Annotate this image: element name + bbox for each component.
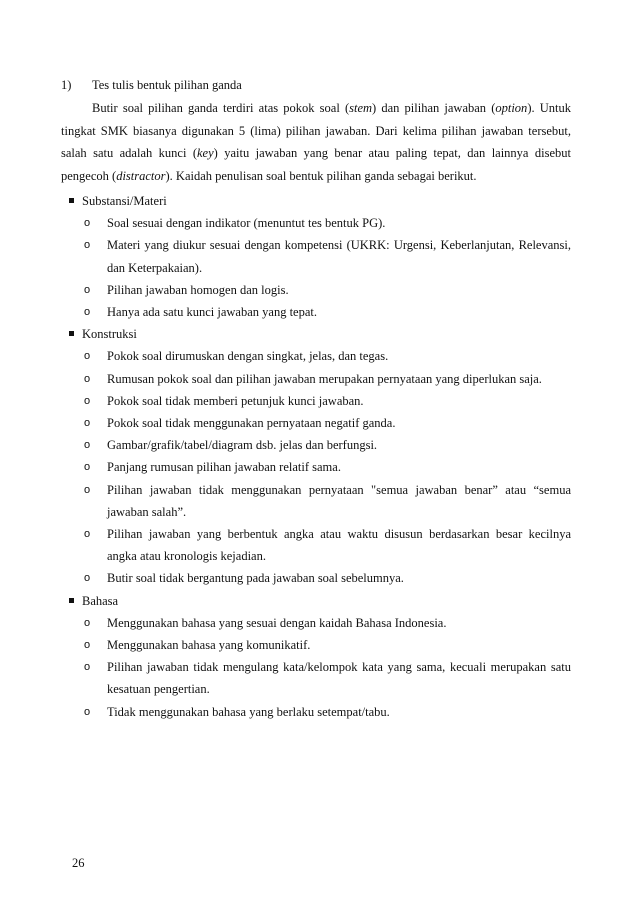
list-item-text: Pokok soal tidak menggunakan pernyataan negatif ganda. [107,416,396,431]
intro-text: ). Kaidah penulisan soal bentuk pilihan ganda sebagai berikut. [165,169,477,184]
circle-bullet-icon: o [84,306,91,319]
square-bullet-icon [69,598,74,603]
list-item [61,523,571,567]
intro-text: ) yaitu jawaban yang benar atau paling tepat, dan lainnya disebut pengecoh ( [61,146,571,184]
list-item-text: Materi yang diukur sesuai dengan kompetensi (UKRK: Urgensi, Keberlanjutan, Relevansi, dan Keterpakaian). [107,238,571,275]
list-item [61,701,571,723]
section-title: Konstruksi [82,327,137,342]
circle-bullet-icon: o [84,217,91,230]
list-item-text: Pokok soal dirumuskan dengan singkat, jelas, dan tegas. [107,349,389,364]
intro-paragraph [61,97,571,188]
heading-title: Tes tulis bentuk pilihan ganda [92,78,242,92]
list-item [61,634,571,656]
section-title: Bahasa [82,593,119,608]
circle-bullet-icon: o [84,283,91,296]
intro-term-option: option [495,101,528,115]
list-item-text: Butir soal tidak bergantung pada jawaban soal sebelumnya. [107,571,404,586]
list-item [61,612,571,634]
list-item-text: Panjang rumusan pilihan jawaban relatif sama. [107,460,341,475]
circle-bullet-icon: o [84,350,91,363]
list-item [61,390,571,412]
list-item-text: Pilihan jawaban tidak menggunakan pernyataan "semua jawaban benar” atau “semua jawaban salah”. [107,482,571,519]
square-bullet-icon [69,331,74,336]
list-item [61,368,571,390]
list-item [61,567,571,589]
list-item [61,412,571,434]
section-bahasa [61,590,571,612]
list-item [61,212,571,234]
circle-bullet-icon: o [84,528,91,541]
circle-bullet-icon: o [84,417,91,430]
circle-bullet-icon: o [84,372,91,385]
list-item-text: Tidak menggunakan bahasa yang berlaku setempat/tabu. [107,704,390,719]
list-item-text: Rumusan pokok soal dan pilihan jawaban merupakan pernyataan yang diperlukan saja. [107,371,542,386]
list-item-text: Soal sesuai dengan indikator (menuntut tes bentuk PG). [107,216,386,231]
list-item-text: Gambar/grafik/tabel/diagram dsb. jelas dan berfungsi. [107,438,378,453]
circle-bullet-icon: o [84,705,91,718]
square-bullet-icon [69,198,74,203]
list-item-text: Pilihan jawaban homogen dan logis. [107,282,289,297]
circle-bullet-icon: o [84,394,91,407]
section-title: Substansi/Materi [82,194,167,208]
circle-bullet-icon: o [84,239,91,252]
section-konstruksi [61,323,571,345]
intro-text: ). Untuk tingkat SMK biasanya digunakan 5 (lima) pilihan jawaban. Dari kelima pilihan jawaban tersebut, salah satu adalah kunci ( [61,101,571,161]
circle-bullet-icon: o [84,461,91,474]
intro-term-stem: stem [349,101,373,115]
list-item-text: Hanya ada satu kunci jawaban yang tepat. [107,305,317,320]
rules-list [61,190,571,723]
circle-bullet-icon: o [84,483,91,496]
list-item [61,656,571,700]
list-item [61,456,571,478]
section-substansi [61,190,571,212]
list-item [61,345,571,367]
list-item [61,301,571,323]
circle-bullet-icon: o [84,639,91,652]
circle-bullet-icon: o [84,439,91,452]
intro-term-key: key [197,146,214,161]
list-item-text: Pilihan jawaban tidak mengulang kata/kelompok kata yang sama, kecuali merupakan satu kesatuan pengertian. [107,660,571,697]
page-number: 26 [72,856,85,870]
intro-term-distractor: distractor [116,169,166,184]
list-item-text: Menggunakan bahasa yang sesuai dengan kaidah Bahasa Indonesia. [107,615,447,630]
list-item [61,434,571,456]
list-item [61,234,571,278]
circle-bullet-icon: o [84,661,91,674]
intro-text: ) dan pilihan jawaban ( [372,101,496,115]
list-item [61,279,571,301]
list-item-text: Pokok soal tidak memberi petunjuk kunci jawaban. [107,393,364,408]
circle-bullet-icon: o [84,572,91,585]
list-item-text: Pilihan jawaban yang berbentuk angka atau waktu disusun berdasarkan besar kecilnya angka atau kronologis kejadian. [107,527,571,564]
list-item-text: Menggunakan bahasa yang komunikatif. [107,638,311,653]
list-item [61,479,571,523]
section-heading [61,75,571,95]
circle-bullet-icon: o [84,616,91,629]
intro-text: Butir soal pilihan ganda terdiri atas pokok soal ( [92,101,350,115]
heading-number: 1) [61,78,72,92]
